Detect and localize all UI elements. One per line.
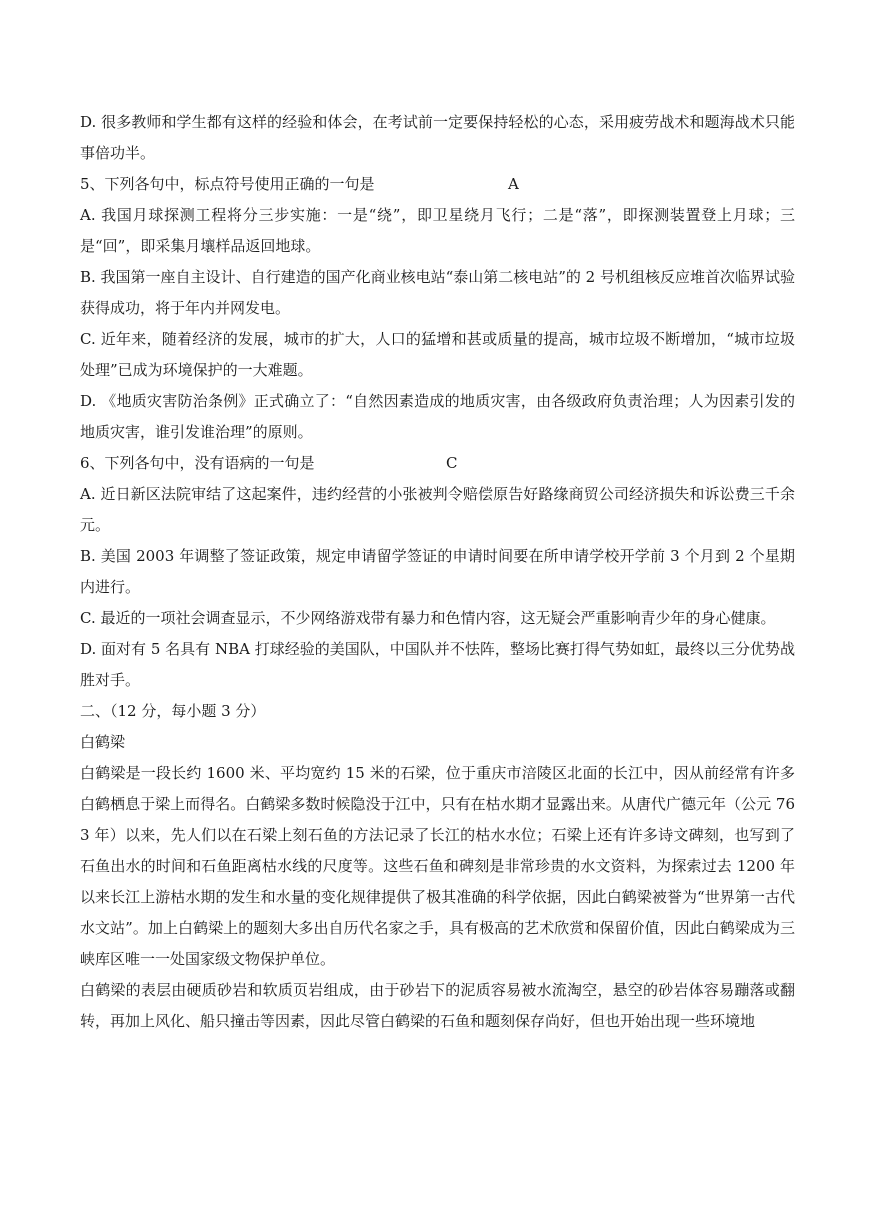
q5-option-d: D. 《地质灾害防治条例》正式确立了：“自然因素造成的地质灾害，由各级政府负责治理；人为因素引发的地质灾害，谁引发谁治理”的原则。 — [80, 392, 795, 441]
passage-title: 白鹤梁 — [80, 733, 126, 751]
passage-paragraph-1: 白鹤梁是一段长约 1600 米、平均宽约 15 米的石梁，位于重庆市涪陵区北面的长江中，因从前经常有许多白鹤栖息于梁上而得名。白鹤梁多数时候隐没于江中，只有在枯水期才显露出来。从唐代广德元年（公元 763 年）以来，先人们以在石梁上刻石鱼的方法记录了长江的枯水水位；石梁上还有许多诗文碑刻，也写到了石鱼出水的时间和石鱼距离枯水线的尺度等。这些石鱼和碑刻是非常珍贵的水文资料，为探索过去 1200 年以来长江上游枯水期的发生和水量的变化规律提供了极其准确的科学依据，因此白鹤梁被誉为“世界第一古代水文站”。加上白鹤梁上的题刻大多出自历代名家之手，具有极高的艺术欣赏和保留价值，因此白鹤梁成为三峡库区唯一一处国家级文物保护单位。 — [80, 764, 795, 968]
q4-option-d: D. 很多教师和学生都有这样的经验和体会，在考试前一定要保持轻松的心态，采用疲劳战术和题海战术只能事倍功半。 — [80, 113, 795, 162]
q5-stem-text: 5、下列各句中，标点符号使用正确的一句是 — [80, 175, 375, 193]
q6-option-d: D. 面对有 5 名具有 NBA 打球经验的美国队，中国队并不怯阵，整场比赛打得气势如虹，最终以三分优势战胜对手。 — [80, 640, 795, 689]
q6-stem-text: 6、下列各句中，没有语病的一句是 — [80, 454, 315, 472]
passage-paragraph-2: 白鹤梁的表层由硬质砂岩和软质页岩组成，由于砂岩下的泥质容易被水流淘空，悬空的砂岩体容易蹦落或翻转，再加上风化、船只撞击等因素，因此尽管白鹤梁的石鱼和题刻保存尚好，但也开始出现一些环境地 — [80, 981, 795, 1030]
q6-answer: C — [446, 454, 458, 472]
q6-option-b: B. 美国 2003 年调整了签证政策，规定申请留学签证的申请时间要在所申请学校开学前 3 个月到 2 个星期内进行。 — [80, 547, 795, 596]
q5-option-c: C. 近年来，随着经济的发展，城市的扩大，人口的猛增和甚或质量的提高，城市垃圾不断增加，“城市垃圾处理”已成为环境保护的一大难题。 — [80, 330, 795, 379]
q6-option-c: C. 最近的一项社会调查显示，不少网络游戏带有暴力和色情内容，这无疑会严重影响青少年的身心健康。 — [80, 609, 776, 627]
q5-option-a: A. 我国月球探测工程将分三步实施：一是“绕”，即卫星绕月飞行；二是“落”，即探测装置登上月球；三是“回”，即采集月壤样品返回地球。 — [80, 206, 795, 255]
q5-stem — [80, 169, 795, 200]
q6-option-a: A. 近日新区法院审结了这起案件，违约经营的小张被判令赔偿原告好路缘商贸公司经济损失和诉讼费三千余元。 — [80, 485, 795, 534]
q5-answer: A — [508, 175, 519, 193]
q6-stem — [80, 448, 795, 479]
document-page — [80, 107, 795, 1037]
section2-heading: 二、（12 分，每小题 3 分） — [80, 702, 266, 720]
q5-option-b: B. 我国第一座自主设计、自行建造的国产化商业核电站“泰山第二核电站”的 2 号机组核反应堆首次临界试验获得成功，将于年内并网发电。 — [80, 268, 795, 317]
